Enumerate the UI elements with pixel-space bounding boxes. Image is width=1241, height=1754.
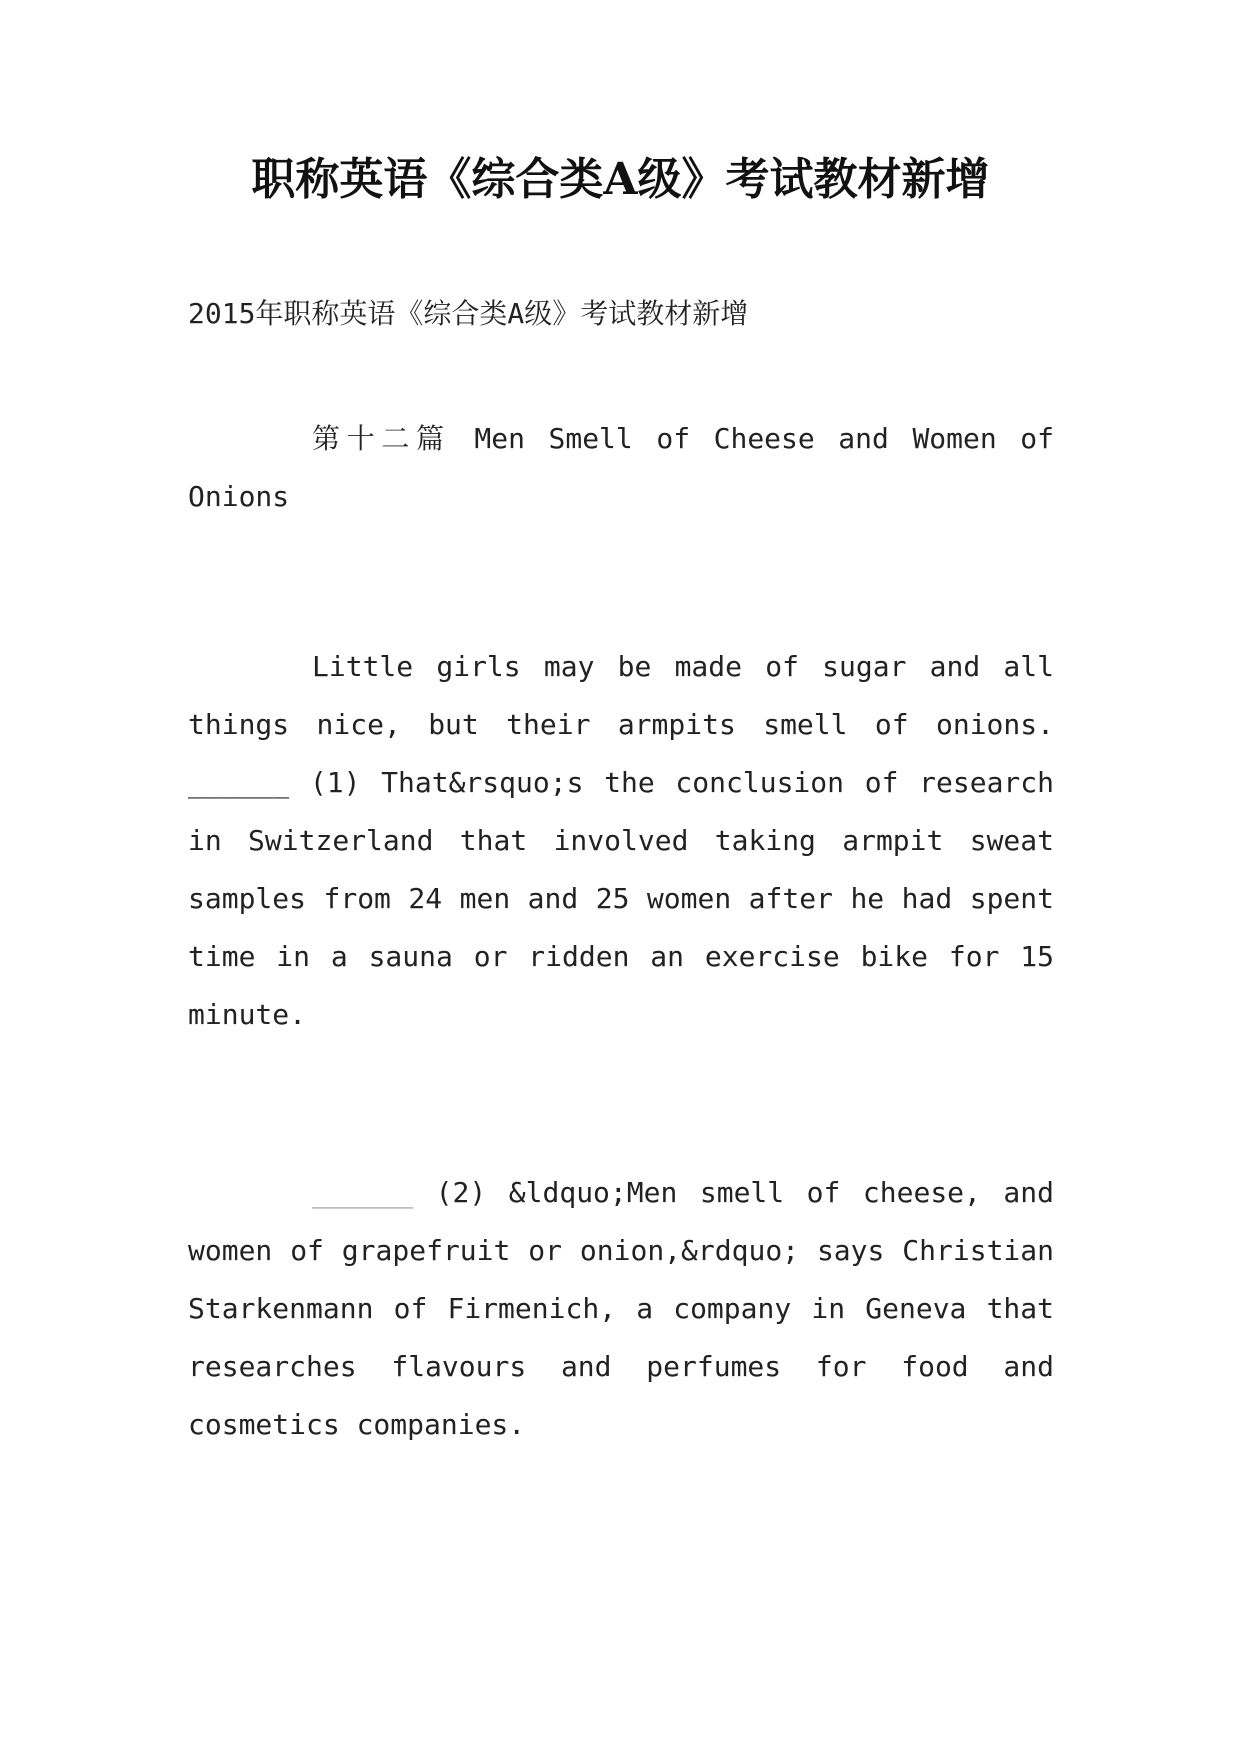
document-subtitle: 2015年职称英语《综合类A级》考试教材新增	[188, 297, 749, 330]
paragraph-2-text: (2) &ldquo;Men smell of cheese, and women of grapefruit or onion,&rdquo; says Christian Starkenmann of Firmenich, a company in Geneva that researches flavours and perfumes for food and cosmetics companies.	[188, 1176, 1054, 1441]
answer-blank-2: ______	[312, 1176, 414, 1209]
document-title: 职称英语《综合类A级》考试教材新增	[251, 154, 990, 205]
paragraph-2	[188, 1164, 1054, 1454]
section-heading: 第十二篇 Men Smell of Cheese and Women of Onions	[188, 422, 1054, 513]
paragraph-1	[188, 638, 1054, 1044]
paragraph-1-text: Little girls may be made of sugar and all things nice, but their armpits smell of onions. ______ (1) That&rsquo;s the conclusion of research in Switzerland that involved taking armpit sweat samples from 24 men and 25 women after he had spent time in a sauna or ridden an exercise bike for 15 minute.	[188, 650, 1054, 1031]
